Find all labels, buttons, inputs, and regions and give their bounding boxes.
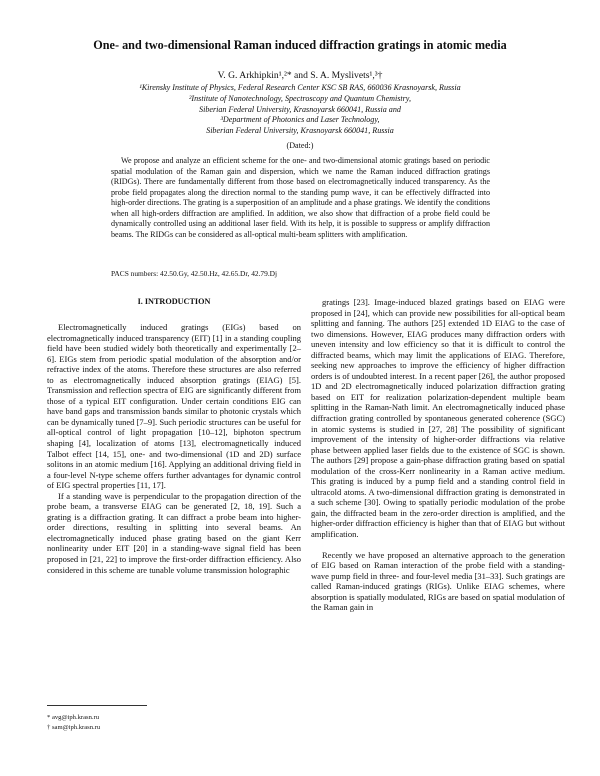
body-paragraph: Electromagnetically induced gratings (EIGs) based on electromagnetically induced transparency (EIT) [1] in a standing coupling field have been studied widely both theoretically and experimentally [2–6]. EIGs stem from periodic spatial modulation of the absorption and/or refractive index of the atoms. Therefore these structures are also referred to as electromagnetically induced absorption gratings (EIAG) [5]. Transmission and reflection spectra of EIG are significantly different from those of a typical EIT configuration. Under certain conditions EIG can have band gaps and transmission bands similar to photonic crystals which can be dynamically tuned [7–9]. Such periodic structures can be useful for all-optical control of light propagation [10–12], biphoton spectrum shaping [4], localization of atoms [13], electromagnetically induced Talbot effect [14, 15], one- and two-dimensional (1D and 2D) surface solitons in an atomic medium [16]. Applying an additional driving field in a four-level N-type scheme offers further advantages for dynamic control of EIG spectral properties [11, 17]. xyxy=(47,322,301,491)
affiliation-block xyxy=(40,83,560,137)
affiliation-line: Siberian Federal University, Krasnoyarsk 660041, Russia and xyxy=(199,104,401,114)
section-heading: I. INTRODUCTION xyxy=(137,297,211,306)
body-paragraph: Recently we have proposed an alternative approach to the generation of EIG based on Raman interaction of the probe field with a standing-wave pump field in three- and four-level media [31–33]. Such gratings are called Raman-induced gratings (RIGs). Unlike EIAG schemes, where absorption is spatially modulated, RIGs are based on spatial modulation of the Raman gain in xyxy=(311,549,565,613)
affiliation-line: ¹Kirensky Institute of Physics, Federal Research Center KSC SB RAS, 660036 Krasnoyarsk, Russia xyxy=(139,83,461,92)
footnotes xyxy=(47,713,301,732)
body-paragraph: If a standing wave is perpendicular to the propagation direction of the probe beam, a transverse EIAG can be generated [2, 18, 19]. Such a grating is a diffraction grating. It can diffract a probe beam into higher-order directions, resulting in splitting into several beams. An electromagnetically induced phase grating based on the giant Kerr nonlinearity under EIT [20] in a standing-wave signal field has been proposed in [21, 22] to improve the first-order diffraction efficiency. Also considered in this scheme are tunable volume transmission holographic xyxy=(47,490,301,575)
footnote-email: † sam@iph.krasn.ru xyxy=(47,723,101,731)
abstract: We propose and analyze an efficient scheme for the one- and two-dimensional atomic gratings based on periodic spatial modulation of the Raman gain and dispersion, which we name the Raman induced diffraction gratings (RIDGs). There are fundamentally different from those based on electromagnetically induced transparency. As the probe field propagates along the direction normal to the standing pump wave, it can be effectively diffracted into high-order directions. The grating is a superposition of an amplitude and a phase gratings. We identify the conditions when all high-orders diffraction are amplified. In addition, we also show that diffraction of a probe field could be dynamically controlled using an additional laser field. With its help, it is possible to suppress or amplify diffraction beams. The RIDGs can be considered as all-optical multi-beam splitters with amplification. xyxy=(111,156,490,239)
footnote-email: * avg@iph.krasn.ru xyxy=(47,714,100,721)
paper-title: One- and two-dimensional Raman induced diffraction gratings in atomic media xyxy=(93,38,507,52)
left-column xyxy=(47,322,301,575)
body-paragraph: gratings [23]. Image-induced blazed gratings based on EIAG were proposed in [24], which can provide new possibilities for all-optical beam splitting and fanning. The authors [25] extended 1D EIAG to the case of two dimensions. However, EIAG produces many diffraction orders with uneven intensity and low efficiency so that it is difficult to control the diffracted beams, which may limit the applications of EIAG. Therefore, seeking new approaches to improve the efficiency of higher diffraction orders is of undoubted interest. In a recent paper [26], the author proposed 1D and 2D electromagnetically induced polarization diffraction grating based on EIT for realization polarization-dependent multiple beam splitting in the Raman-Nath limit. An electromagnetically induced phase diffraction grating controlled by spontaneous generated coherence (SGC) in atomic systems is studied in [27, 28] The possibility of significant improvement of the intensity of higher-order diffractions via relative phase between applied laser fields due to the existence of SGC is shown. The authors [29] propose a gain-phase diffraction grating based on spatial modulation of the cross-Kerr nonlinearity in a Raman active medium. This grating is induced by a pump field and a standing control field in ultracold atoms. A two-dimensional diffraction grating is demonstrated in a such scheme [30]. Owing to spatially periodic modulation of the probe gain, the diffracted beam in the zero-order direction is amplified, and the higher-order diffraction efficiency is higher than that of EIAG but without amplification. xyxy=(311,297,565,540)
dated-line: (Dated:) xyxy=(286,141,314,150)
right-column xyxy=(311,297,565,613)
footnote-divider xyxy=(47,705,147,706)
affiliation-line: ²Institute of Nanotechnology, Spectroscopy and Quantum Chemistry, xyxy=(189,93,411,103)
affiliation-line: Siberian Federal University, Krasnoyarsk 660041, Russia xyxy=(206,126,394,136)
author-list: V. G. Arkhipkin¹,²* and S. A. Myslivets¹,³† xyxy=(217,70,383,81)
pacs-numbers: PACS numbers: 42.50.Gy, 42.50.Hz, 42.65.Dr, 42.79.Dj xyxy=(111,269,278,278)
affiliation-line: ³Department of Photonics and Laser Technology, xyxy=(220,115,380,125)
